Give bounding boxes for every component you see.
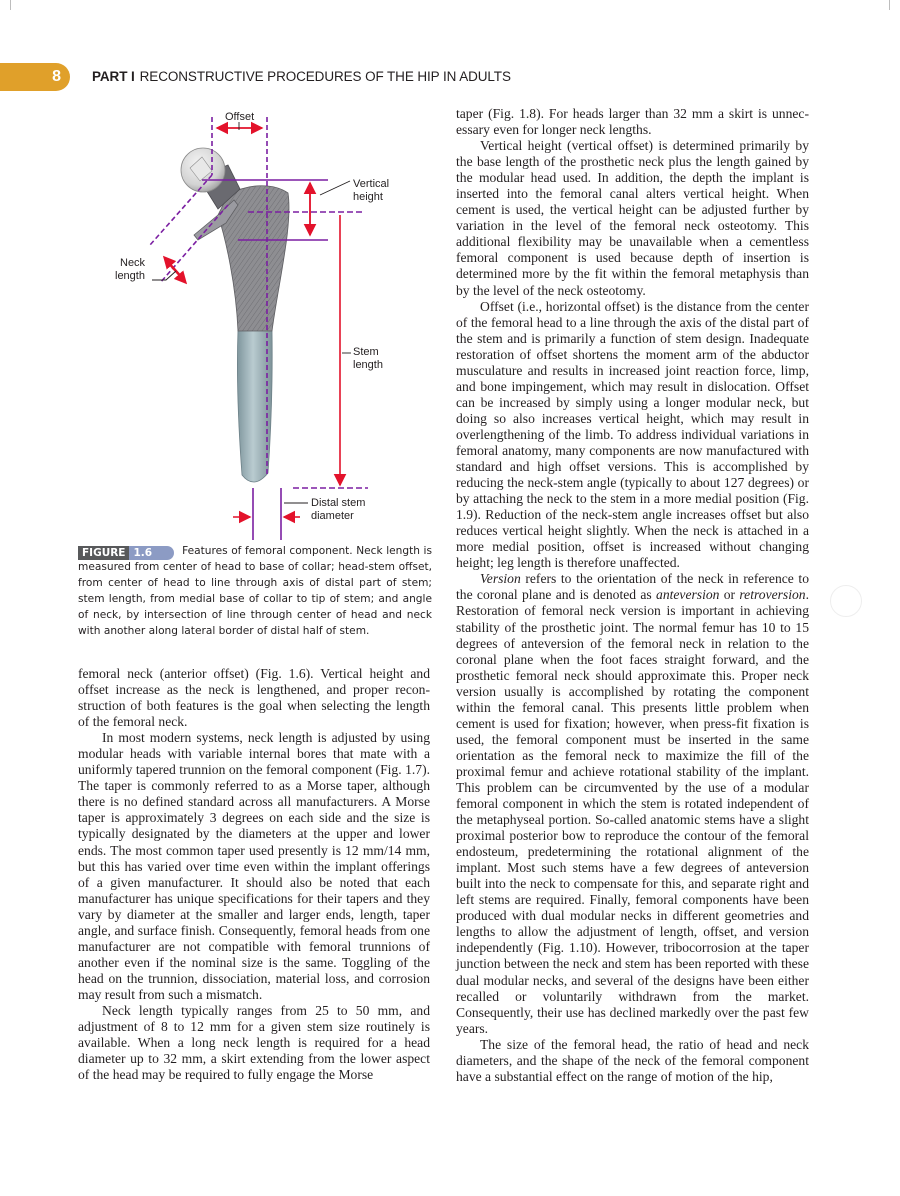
neck-length-label-line1: Neck	[120, 257, 146, 269]
distal-stem-diameter-label-line2: diameter	[311, 510, 354, 522]
paragraph: femoral neck (anterior offset) (Fig. 1.6). Vertical height and offset increase as the neck is lengthened, and proper reconstruction of both features is the goal when selecting the length of the femoral neck.	[78, 666, 430, 730]
left-text-column	[78, 666, 430, 1083]
distal-stem-diameter-label-line1: Distal stem	[311, 497, 366, 509]
paragraph: In most modern systems, neck length is adjusted by using modular heads with variable internal bores that mate with a uniformly tapered trunnion on the femoral component (Fig. 1.7). The taper is commonly referred to as a Morse taper, although there is no defined standard across all manufacturers. A Morse taper is approximately 3 degrees on each side and the size is typically designated by the diameters at the upper and lower ends. The most common taper used presently is 12 mm/14 mm, but this has varied over time even within the implant offerings of a given manufacturer. It should also be noted that each manufacturer has unique specifications for their tapers and they vary by diameter at the smaller and larger ends, length, taper angle, and surface finish. Consequently, femoral heads from one manufacturer are not compatible with femoral trunnions of another even if the nominal size is the same. Toggling of the head on the trunnion, dissociation, material loss, and corrosion may result from such a mismatch.	[78, 730, 430, 1002]
crop-mark-top-left	[0, 0, 11, 10]
paragraph: Offset (i.e., horizontal offset) is the distance from the center of the femoral head to a line through the axis of the distal part of the stem and is primarily a function of stem design. Inadequate restoration of offset shortens the moment arm of the abductor musculature and results in increased joint reaction force, limp, and bone impingement, which may result in dislocation. Offset can be increased by simply using a longer modular neck, but doing so also increases vertical height, which may result in overlengthening of the limb. To address individual variations in femoral anatomy, many components are now manufactured with standard and high offset versions. This is accomplished by reducing the neck-stem angle (typically to about 127 degrees) or by attaching the neck to the stem in a more medial position (Fig. 1.9). Reduction of the neck-stem angle increases offset but also reduces vertical height slightly. When the neck is attached in a more medial position, offset is increased without changing height; leg length is therefore unaffected.	[456, 298, 809, 571]
part-title: RECONSTRUCTIVE PROCEDURES OF THE HIP IN ADULTS	[139, 69, 511, 84]
page-number-tab	[0, 63, 70, 91]
caption-text: Features of femoral component. Neck length is measured from center of head to base of collar; head-stem offset, from center of head to line through axis of distal part of stem; stem length, from medial base of collar to tip of stem; and angle of neck, by intersection of line through center of head and neck with another along lateral border of distal half of stem.	[78, 545, 432, 637]
text-run: . Restoration of femoral neck version is important in achieving stability of the prosthetic joint. The normal femur has 10 to 15 degrees of anteversion of the femoral neck in relation to the coronal plane when the foot faces straight forward, and the prosthetic femoral neck should approximate this. Proper neck version usually is accomplished by rotating the component within the femoral canal. This presents little problem when cement is used for fixation; however, when press-fit fixation is used, the femoral component must be inserted in the same orientation as the femoral neck to maximize the fill of the proximal femur and achieve rotational stability of the implant. This problem can be circumvented by the use of a modular femoral component in which the stem is rotated independent of the metaphyseal portion. So-called anatomic stems have a slight proximal posterior bow to reproduce the contour of the femoral endosteum, predetermining the rotational alignment of the implant. Most such stems have a few degrees of anteversion built into the neck to compensate for this, and separate right and left stems are required. Finally, femoral components have been produced with dual modular necks in different geometries and lengths to allow the adjustment of length, offset, and version independently (Fig. 1.10). However, tribocorrosion at the taper junction between the neck and stem has been reported with these dual modular necks, and several of the designs have been either recalled or voluntarily withdrawn from the market. Consequently, their use has declined markedly over the past few years.	[456, 587, 809, 1036]
watermark-logo-icon	[830, 585, 862, 617]
paragraph: The size of the femoral head, the ratio of head and neck diameters, and the shape of the neck of the femoral component have a substantial effect on the range of motion of the hip,	[456, 1036, 809, 1084]
stem-length-label-line1: Stem	[353, 346, 379, 358]
running-head	[92, 63, 511, 91]
text-run: or	[719, 587, 740, 603]
right-text-column	[456, 106, 809, 1085]
page-number: 8	[52, 68, 61, 85]
term-anteversion: anteversion	[656, 587, 720, 603]
figure-label: FIGURE	[78, 546, 129, 560]
offset-label: Offset	[225, 111, 255, 123]
term-retroversion: retroversion	[739, 587, 806, 603]
part-label: PART I	[92, 69, 135, 84]
crop-mark-top-right	[889, 0, 900, 10]
figure-number: 1.6	[129, 546, 174, 560]
term-version: Version	[480, 571, 521, 587]
figure-caption	[78, 543, 432, 639]
paragraph: taper (Fig. 1.8). For heads larger than 32 mm a skirt is unnecessary even for longer neck lengths.	[456, 106, 809, 138]
stem-length-label-line2: length	[353, 359, 383, 371]
paragraph: Neck length typically ranges from 25 to 50 mm, and adjustment of 8 to 12 mm for a given stem size routinely is available. When a long neck length is required for a head diameter up to 32 mm, a skirt extending from the lower aspect of the head may be required to fully engage the Morse	[78, 1002, 430, 1083]
text-run: refers to the orientation of the neck in reference to the coronal plane and is denoted as	[456, 571, 809, 603]
figure-number-badge	[78, 545, 174, 559]
neck-length-label-line2: length	[115, 270, 145, 282]
running-header	[0, 63, 900, 91]
paragraph-version	[456, 571, 809, 1036]
femoral-component-diagram	[78, 105, 443, 540]
paragraph: Vertical height (vertical offset) is determined primarily by the base length of the prosthetic neck plus the length gained by the modular head used. In addition, the depth the implant is inserted into the femoral canal alters vertical height. When cement is used, the vertical height can be adjusted further by variation in the level of the femoral neck osteotomy. This additional flexibility may be unavailable when a cementless femoral component is used because depth of insertion is determined more by the fit within the femoral metaphysis than by the level of the neck osteotomy.	[456, 138, 809, 298]
vertical-height-label-line1: Vertical	[353, 178, 390, 190]
figure-1-6-illustration	[78, 105, 443, 540]
vertical-height-label-line2: height	[353, 191, 383, 203]
